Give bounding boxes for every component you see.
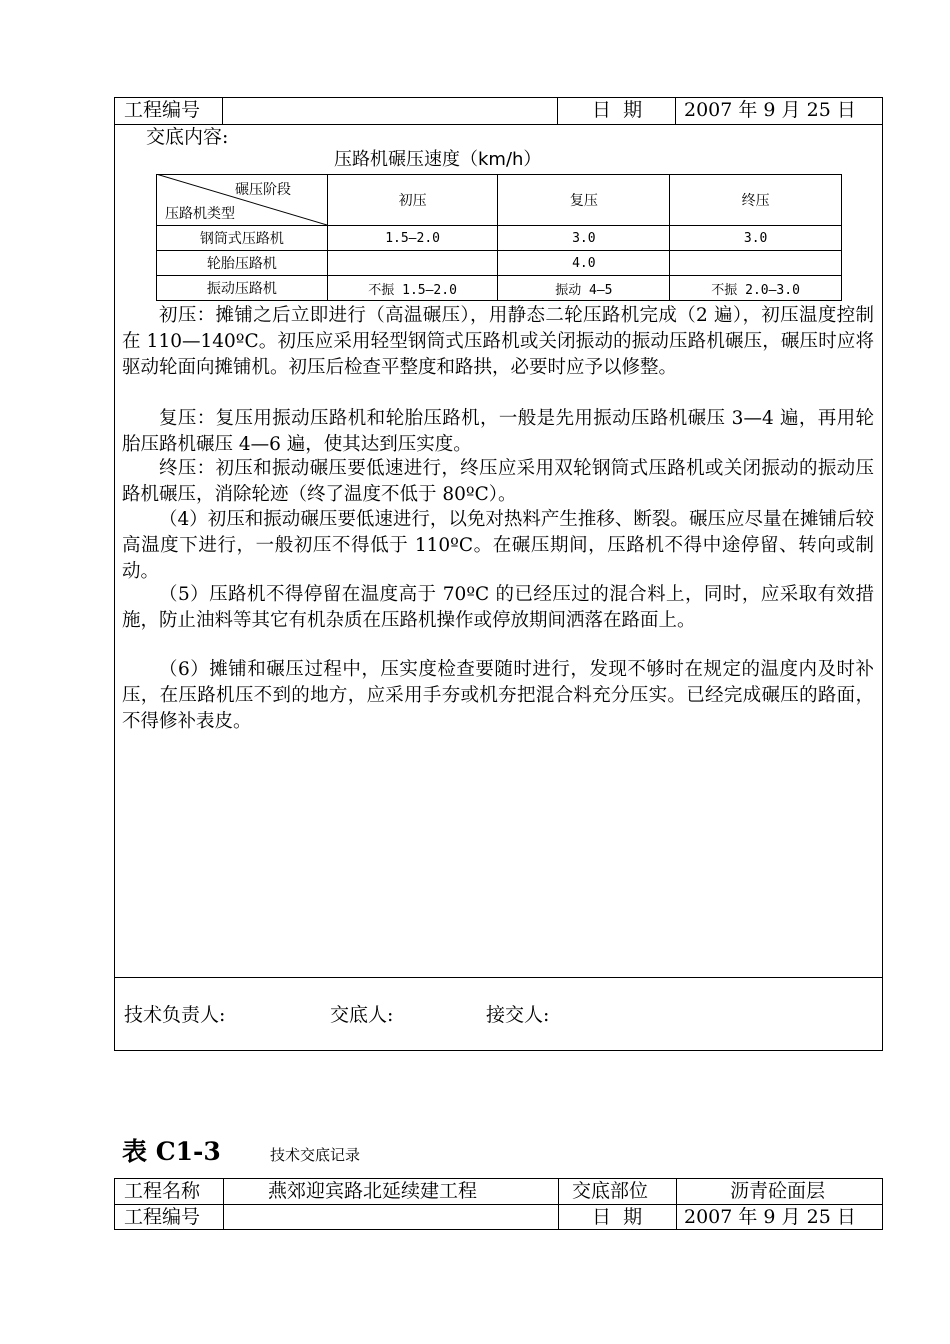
paragraph-final-rolling: 终压：初压和振动碾压要低速进行，终压应采用双轮钢筒式压路机或关闭振动的振动压路机碾压，消除轮迹（终了温度不低于 80ºC）。 bbox=[122, 458, 874, 505]
diag-bottom-label: 压路机类型 bbox=[165, 206, 235, 222]
paragraph-item-5: （5）压路机不得停留在温度高于 70ºC 的已经压过的混合料上，同时，应采取有效措施，防止油料等其它有机杂质在压路机操作或停放期间洒落在路面上。 bbox=[122, 584, 874, 631]
header-row-divider bbox=[115, 124, 882, 125]
paragraph-item-6: （6）摊铺和碾压过程中，压实度检查要随时进行，发现不够时在规定的温度内及时补压，在压路机压不到的地方，应采用手夯或机夯把混合料充分压实。已经完成碾压的路面，不得修补表皮。 bbox=[122, 659, 874, 732]
col-header: 初压 bbox=[327, 175, 498, 226]
paragraph-intermediate-rolling: 复压：复压用振动压路机和轮胎压路机，一般是先用振动压路机碾压 3—4 遍，再用轮胎压路机碾压 4—6 遍，使其达到压实度。 bbox=[122, 408, 874, 455]
paragraph-initial-rolling: 初压：摊铺之后立即进行（高温碾压），用静态二轮压路机完成（2 遍），初压温度控制在 110—140ºC。初压应采用轻型钢筒式压路机或关闭振动的振动压路机碾压，碾压时应将驱动轮面向摊铺机。初压后检查平整度和路拱，必要时应予以修整。 bbox=[122, 305, 874, 378]
part-label: 交底部位 bbox=[572, 1180, 649, 1202]
table-row bbox=[157, 226, 842, 251]
tech-lead-label: 技术负责人: bbox=[124, 1004, 226, 1026]
table-cell bbox=[670, 251, 842, 276]
paragraph-item-4: （4）初压和振动碾压要低速进行，以免对热料产生推移、断裂。碾压应尽量在摊铺后较高温度下进行，一般初压不得低于 110ºC。在碾压期间，压路机不得中途停留、转向或制动。 bbox=[122, 509, 874, 582]
signature-divider bbox=[115, 977, 882, 978]
table-title: 技术交底记录 bbox=[270, 1146, 361, 1164]
table-cell: 3.0 bbox=[670, 226, 842, 251]
date-value: 2007 年 9 月 25 日 bbox=[684, 99, 856, 121]
col-header: 复压 bbox=[498, 175, 670, 226]
table-cell: 1.5—2.0 bbox=[327, 226, 498, 251]
project-name-label: 工程名称 bbox=[124, 1180, 201, 1202]
col-header: 终压 bbox=[670, 175, 842, 226]
table-number: 表 C1-3 bbox=[122, 1137, 221, 1166]
receiver-label: 接交人: bbox=[486, 1004, 550, 1026]
part-value: 沥青砼面层 bbox=[730, 1180, 826, 1202]
project-no-label: 工程编号 bbox=[124, 99, 201, 121]
table-row bbox=[157, 276, 842, 301]
table-cell: 4.0 bbox=[498, 251, 670, 276]
row-label: 振动压路机 bbox=[157, 276, 328, 301]
project-no-label-2: 工程编号 bbox=[124, 1206, 201, 1228]
row-label: 钢筒式压路机 bbox=[157, 226, 328, 251]
date-value-2: 2007 年 9 月 25 日 bbox=[684, 1206, 856, 1228]
table-cell: 3.0 bbox=[498, 226, 670, 251]
row-label: 轮胎压路机 bbox=[157, 251, 328, 276]
discloser-label: 交底人: bbox=[330, 1004, 394, 1026]
date-label: 日 期 bbox=[592, 99, 643, 121]
table-cell: 不振 2.0—3.0 bbox=[670, 276, 842, 301]
date-label-2: 日 期 bbox=[592, 1206, 643, 1228]
project-name-value: 燕郊迎宾路北延续建工程 bbox=[268, 1180, 478, 1202]
table-cell: 振动 4—5 bbox=[498, 276, 670, 301]
table-cell: 不振 1.5—2.0 bbox=[327, 276, 498, 301]
speed-table-title: 压路机碾压速度（km/h） bbox=[334, 149, 542, 170]
table-row bbox=[157, 251, 842, 276]
table-cell bbox=[327, 251, 498, 276]
diag-top-label: 碾压阶段 bbox=[235, 182, 291, 198]
diagonal-line bbox=[156, 174, 327, 225]
content-label: 交底内容: bbox=[146, 126, 229, 148]
